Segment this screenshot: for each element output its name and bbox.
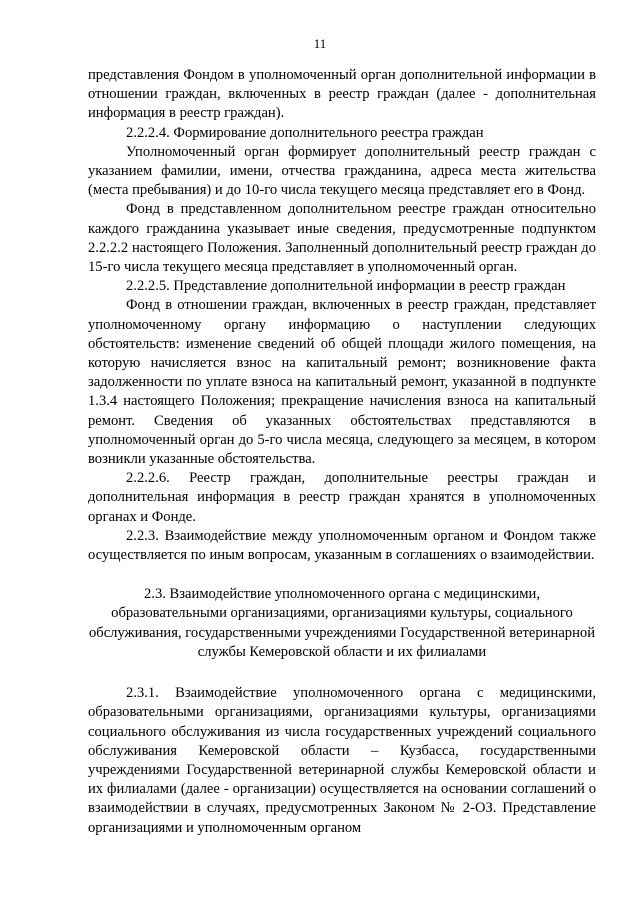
paragraph: Фонд в отношении граждан, включенных в реестр граждан, представляет уполномоченному органу информацию о наступлении следующих обстоятельств: изменение сведений об общей площади жилого помещения, на которую начисляется взнос на капитальный ремонт; возникновение факта задолженности по уплате взноса на капитальный ремонт, указанной в подпункте 1.3.4 настоящего Положения; прекращение начисления взноса на капитальный ремонт. Сведения об указанных обстоятельствах представляются в уполномоченный орган до 5-го числа месяца, следующего за месяцем, в котором возникли указанные обстоятельства.	[88, 297, 596, 468]
paragraph-2-2-2-6: 2.2.2.6. Реестр граждан, дополнительные реестры граждан и дополнительная информация в реестр граждан хранятся в уполномоченных органах и Фонде.	[88, 470, 596, 525]
paragraph: Уполномоченный орган формирует дополнительный реестр граждан с указанием фамилии, имени, отчества гражданина, адреса места жительства (места пребывания) и до 10-го числа текущего месяца представляет его в Фонд.	[88, 143, 596, 199]
subsection-heading-2-2-2-5: 2.2.2.5. Представление дополнительной информации в реестр граждан	[126, 278, 566, 295]
subsection-heading-2-2-2-4: 2.2.2.4. Формирование дополнительного реестра граждан	[126, 124, 484, 141]
section-heading-2-3: 2.3. Взаимодействие уполномоченного органа с медицинскими, образовательными организациями, организациями культуры, социального обслуживания, государственными учреждениями Государственной ветеринарной службы Кемеровской области и их филиалами	[88, 586, 596, 660]
page-number: 11	[313, 36, 327, 51]
paragraph-2-2-3: 2.2.3. Взаимодействие между уполномоченным органом и Фондом также осуществляется по иным вопросам, указанным в соглашениях о взаимодействии.	[88, 527, 596, 564]
paragraph: Фонд в представленном дополнительном реестре граждан относительно каждого гражданина указывает иные сведения, предусмотренные подпунктом 2.2.2.2 настоящего Положения. Заполненный дополнительный реестр граждан до 15-го числа текущего месяца представляет в уполномоченный орган.	[88, 201, 596, 276]
paragraph-2-3-1: 2.3.1. Взаимодействие уполномоченного органа с медицинскими, образовательными организациями, организациями культуры, организациями социального обслуживания из числа государственных учреждений социального обслуживания Кемеровской области – Кузбасса, государственными учреждениями Государственной ветеринарной службы Кемеровской области и их филиалами (далее - организации) осуществляется на основании соглашений о взаимодействии в случаях, предусмотренных Законом № 2-ОЗ. Представление организациями и уполномоченным органом	[88, 685, 596, 836]
document-body	[88, 66, 596, 838]
paragraph-continuation: представления Фондом в уполномоченный орган дополнительной информации в отношении граждан, включенных в реестр граждан (далее - дополнительная информация в реестр граждан).	[88, 67, 596, 122]
